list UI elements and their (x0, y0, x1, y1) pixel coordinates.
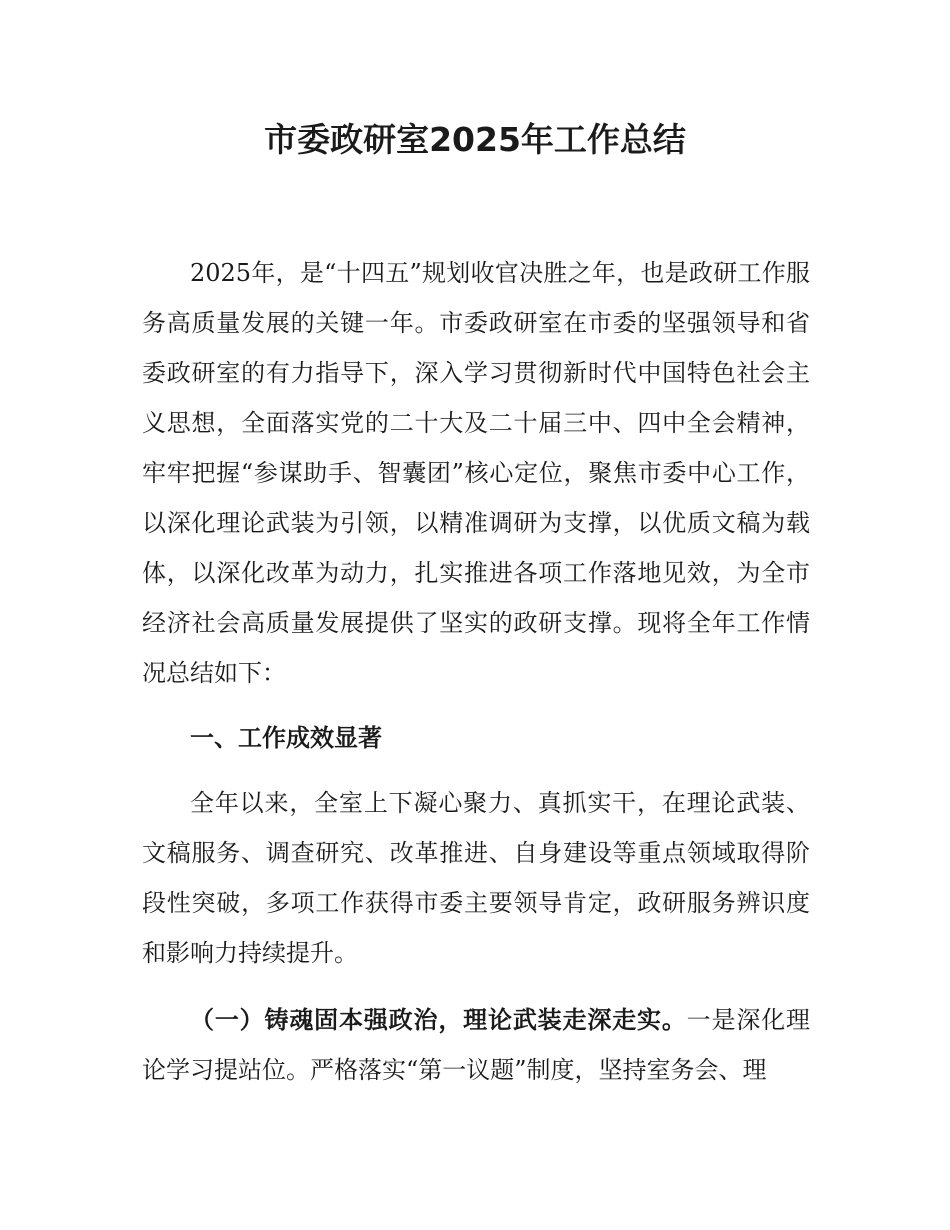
document-title: 市委政研室2025年工作总结 (264, 120, 686, 159)
subsection-1-lead: （一）铸魂固本强政治，理论武装走深走实。 (190, 1006, 687, 1034)
section-heading-1: 一、工作成效显著 (190, 724, 382, 752)
intro-paragraph: 2025年，是“十四五”规划收官决胜之年，也是政研工作服务高质量发展的关键一年。市委政研室在市委的坚强领导和省委政研室的有力指导下，深入学习贯彻新时代中国特色社会主义思想，全面落实党的二十大及二十届三中、四中全会精神，牢牢把握“参谋助手、智囊团”核心定位，聚焦市委中心工作，以深化理论武装为引领，以精准调研为支撑，以优质文稿为载体，以深化改革为动力，扎实推进各项工作落地见效，为全市经济社会高质量发展提供了坚实的政研支撑。现将全年工作情况总结如下： (142, 259, 810, 687)
section-1-paragraph: 全年以来，全室上下凝心聚力、真抓实干，在理论武装、文稿服务、调查研究、改革推进、自身建设等重点领域取得阶段性突破，多项工作获得市委主要领导肯定，政研服务辨识度和影响力持续提升。 (142, 789, 810, 967)
subsection-1-text: 一是深化理论学习提站位。严格落实“第一议题”制度，坚持室务会、理 (142, 1006, 811, 1084)
subsection-1-paragraph (142, 995, 810, 1095)
